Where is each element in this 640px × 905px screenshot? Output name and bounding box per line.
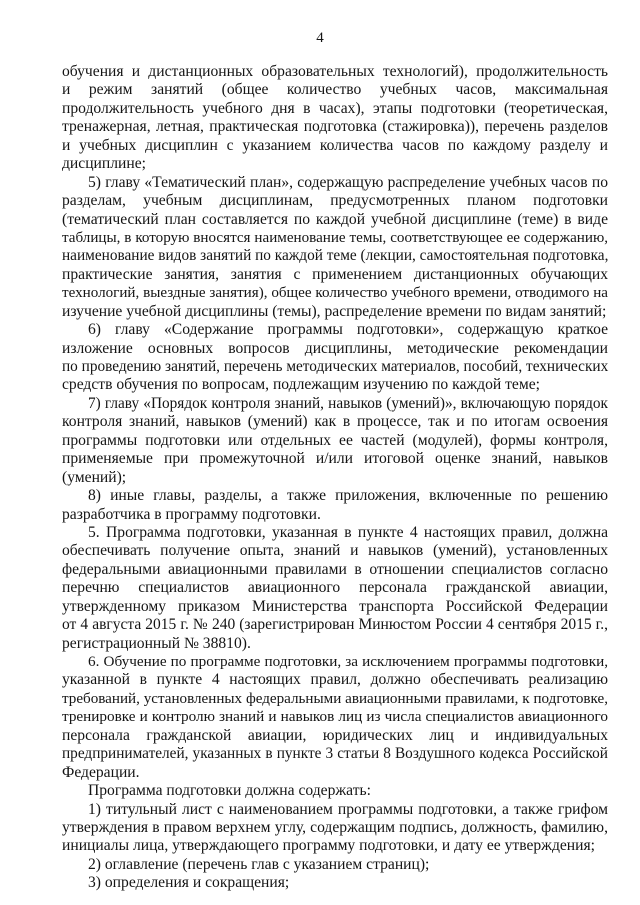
text-line: (умений); [62, 468, 127, 486]
text-line: утверждения в правом верхнем углу, содержащим подпись, должность, фамилию, [62, 818, 608, 836]
text-line: 6) главу «Содержание программы подготовки», содержащую краткое [88, 321, 608, 339]
text-line: инициалы лица, утверждающего программу подготовки, и дату ее утверждения; [62, 837, 596, 855]
text-line: по проведению занятий, перечень методических материалов, пособий, технических [62, 358, 609, 375]
text-line: 6. Обучение по программе подготовки, за исключением программы подготовки, [88, 653, 608, 670]
text-line: контроля знаний, навыков (умений) как в процессе, так и по итогам освоения [62, 413, 608, 431]
text-line: перечню специалистов авиационного персонала гражданской авиации, [62, 579, 608, 597]
text-line: изучение учебной дисциплины (темы), распределение времени по видам занятий; [62, 302, 607, 320]
text-line: регистрационный № 38810). [62, 634, 251, 652]
text-line: утвержденному приказом Министерства транспорта Российской Федерации [62, 597, 608, 615]
text-line: тренажерная, летная, практическая подготовка (стажировка)), перечень разделов [62, 118, 608, 136]
text-line: требований, установленных федеральными авиационными правилами, к подготовке, [62, 690, 608, 707]
text-line: тренировке и контролю знаний и навыков лиц из числа специалистов авиационного [62, 708, 608, 726]
text-line: обучения и дистанционных образовательных технологий), продолжительность [62, 63, 608, 80]
text-line: федеральными авиационными правилами в отношении специалистов согласно [62, 560, 608, 578]
text-line: 8) иные главы, разделы, а также приложения, включенные по решению [88, 487, 608, 505]
text-line: (тематический план составляется по каждой учебной дисциплине (теме) в виде [62, 210, 608, 228]
text-line: технологий, выездные занятия), общее количество учебного времени, отводимого на [62, 285, 608, 302]
text-line: Федерации. [62, 763, 140, 781]
text-line: дисциплине; [62, 155, 146, 173]
text-line: от 4 августа 2015 г. № 240 (зарегистрирован Минюстом России 4 сентября 2015 г., [62, 616, 608, 634]
text-line: указанной в пункте 4 настоящих правил, должно обеспечивать реализацию [62, 671, 608, 689]
text-line: 7) главу «Порядок контроля знаний, навыков (умений)», включающую порядок [88, 394, 608, 412]
page-number: 4 [316, 30, 324, 46]
text-line: изложение основных вопросов дисциплины, методические рекомендации [62, 339, 608, 357]
text-line: 5. Программа подготовки, указанная в пункте 4 настоящих правил, должна [88, 523, 608, 541]
text-line: персонала гражданской авиации, юридических лиц и индивидуальных [62, 726, 608, 744]
text-line: обеспечивать получение опыта, знаний и навыков (умений), установленных [62, 542, 608, 560]
text-line: практические занятия, занятия с применением дистанционных обучающих [62, 265, 608, 283]
text-line: 1) титульный лист с наименованием программы подготовки, а также грифом [88, 800, 608, 818]
body-text [62, 63, 608, 893]
text-line: предпринимателей, указанных в пункте 3 статьи 8 Воздушного кодекса Российской [62, 745, 608, 763]
text-line: программы подготовки или отдельных ее частей (модулей), формы контроля, [62, 431, 608, 449]
text-line: Программа подготовки должна содержать: [88, 782, 371, 800]
text-line: применяемые при промежуточной и/или итоговой оценке знаний, навыков [62, 450, 608, 468]
text-line: продолжительность учебного дня в часах), этапы подготовки (теоретическая, [62, 99, 608, 117]
text-line: наименование видов занятий по каждой теме (лекции, самостоятельная подготовка, [62, 247, 609, 265]
text-line: 5) главу «Тематический план», содержащую распределение учебных часов по [88, 173, 608, 191]
text-line: 3) определения и сокращения; [88, 874, 290, 892]
text-line: и режим занятий (общее количество учебных часов, максимальная [62, 81, 608, 99]
text-line: средств обучения по вопросам, подлежащим изучению по каждой теме; [62, 376, 540, 394]
text-line: и учебных дисциплин с указанием количества часов по каждому разделу и [62, 136, 608, 154]
text-line: таблицы, в которую вносятся наименование темы, соответствующее ее содержанию, [62, 229, 608, 246]
text-line: разработчика в программу подготовки. [62, 505, 321, 523]
text-line: 2) оглавление (перечень глав с указанием страниц); [88, 855, 430, 873]
text-line: разделам, учебным дисциплинам, предусмотренных планом подготовки [62, 192, 608, 210]
